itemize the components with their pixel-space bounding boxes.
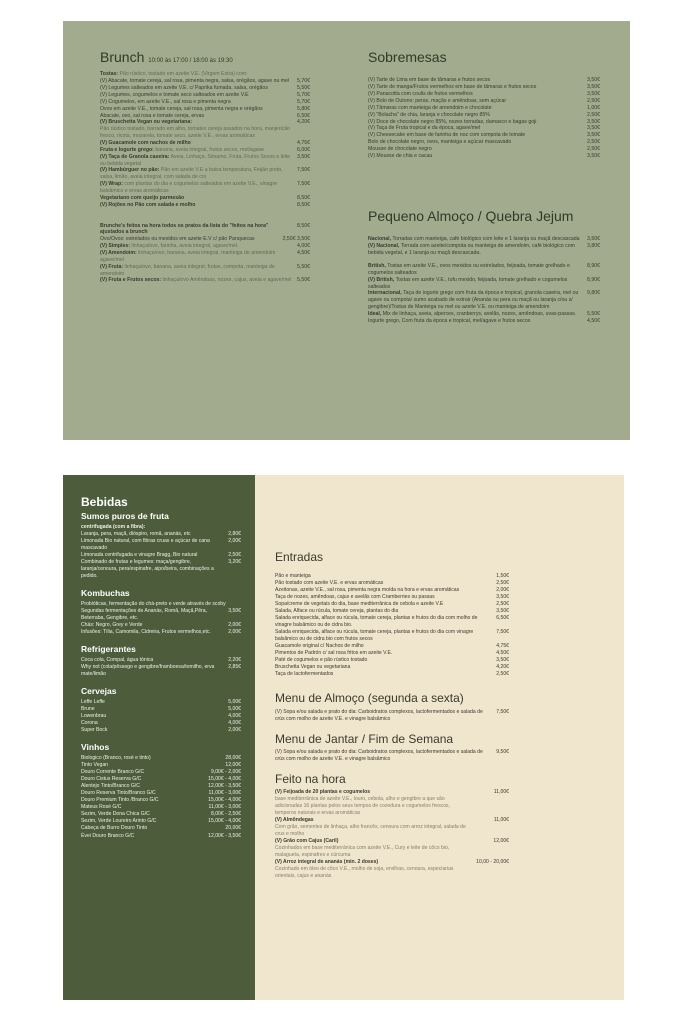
- menu-item: [368, 277, 600, 291]
- feito-list: [275, 789, 509, 880]
- item-price: 3,50€: [587, 118, 600, 125]
- item-price: 4,50€: [496, 650, 509, 657]
- item-text: Limonada centrifugada e vinagre Bragg, Bio natural: [81, 552, 198, 559]
- item-price: 3,50€: [496, 657, 509, 664]
- feito-item-name: (V) Grão com Cajus (Caril): [275, 838, 339, 845]
- item-price: 4,75€: [496, 643, 509, 650]
- menu-item: [368, 84, 600, 91]
- item-text: (V) Taça de Granola caseira: Aveia, Linhaça, Sésamo, Fruta, Frutos Secos e leite ou bebida vegetal: [100, 153, 291, 167]
- item-text: (V) Simples: linhaça/ovo, farinha, aveia integral, agave/mel.: [100, 243, 239, 250]
- item-text: Nacional, Torradas com manteiga, café biológico com leite e 1 laranja ou maçã descascada: [368, 236, 580, 243]
- item-price: 5,50€: [297, 85, 310, 92]
- item-text: Sezim, Verde Loureiro Arinto G/C: [81, 818, 157, 825]
- item-price: 6,50€: [297, 112, 310, 119]
- item-text: (V) Wrap: com plantas do dia e cogumelos salteados em azeite V.E., vinagre balsâmico e ervas aromáticas: [100, 181, 278, 194]
- item-price: 4,20€: [496, 664, 509, 671]
- feito-item-name: (V) Arroz integral de ananás (min. 2 doses): [275, 859, 379, 866]
- item-price: 3,20€: [228, 559, 241, 566]
- item-text: Segundas fermentações de Ananás, Romã, Maçã,Pêra, Beterraba, Gengibre, etc.: [81, 608, 208, 622]
- menu-item: [275, 573, 509, 580]
- feito-title: Feito na hora: [275, 771, 346, 786]
- almoco-item: [275, 709, 509, 723]
- sobremesas-title: Sobremesas: [368, 49, 447, 65]
- menu-item: [100, 85, 310, 92]
- item-price: 3,50€: [587, 77, 600, 84]
- item-price: 4,00€: [297, 243, 310, 250]
- item-price: 15,00€ - 4,00€: [208, 818, 241, 825]
- item-price: 2,20€: [228, 657, 241, 664]
- item-price: 1,50€: [496, 573, 509, 580]
- item-text: Paté de cogumelos e pão rústico tostado: [275, 657, 368, 664]
- item-text: (V) Nacional, Torrada com azeite/compota ou manteiga de amendoim, café biológico com bebida vegetal, e 1 laranja ou maçã descascada.: [368, 243, 575, 257]
- item-price: 3,50€: [228, 608, 241, 615]
- jantar-item: [275, 749, 509, 763]
- menu-item: [275, 580, 509, 587]
- item-text: Ovos em azeite V.E., tomate cereja, sal rosa, pimenta negra e orégãos: [100, 105, 263, 112]
- menu-item: [81, 825, 241, 832]
- menu-item: [81, 727, 241, 734]
- menu-item: [81, 797, 241, 804]
- item-price: 4,20€: [297, 119, 310, 126]
- brunch-list-2: [100, 223, 310, 285]
- item-price: 12,00€: [225, 762, 241, 769]
- menu-item: [81, 608, 241, 622]
- item-price: 3,50€: [587, 84, 600, 91]
- item-text: Why not (cola/pêssego e gengibre/framboesa/tomilho, erva mate/limão: [81, 664, 215, 678]
- item-text: Probióticas, fermentação do chá-preto e verde através de scoby: [81, 601, 226, 608]
- menu-item: [100, 119, 310, 126]
- item-price: 8,50€: [297, 222, 310, 229]
- menu-item: [100, 154, 310, 168]
- menu-item: [81, 699, 241, 706]
- item-text: Chás: Negro, Grey e Verde: [81, 622, 143, 629]
- item-price: 2,50€: [496, 671, 509, 678]
- almoco-text: (V) Sopa e/ou salada e prato do dia: Carboidratos complexos, lactofermentados e salada de crús com molho de azeite V.E. e vinagre balsâmico: [275, 708, 483, 722]
- menu-item: [81, 706, 241, 713]
- cervejas-title: Cervejas: [81, 686, 117, 697]
- menu-item: [81, 559, 241, 580]
- item-text: Salada enriquecida, alface ou rúcula, tomate cereja, plantas e frutos do dia com molho de vinagre balsâmico ou de cidra bio.: [275, 615, 478, 629]
- item-text: Guacamole original c/ Nachos de milho: [275, 643, 364, 650]
- item-price: 3,50€: [496, 594, 509, 601]
- item-price: 9,80€: [587, 290, 600, 297]
- item-price: 8,90€: [587, 276, 600, 283]
- item-price: 28,00€: [225, 755, 241, 762]
- item-price: 3,50€: [496, 608, 509, 615]
- brunch-list: [100, 71, 310, 208]
- menu-item: [275, 650, 509, 657]
- item-text: Taça de lactofermentados: [275, 671, 334, 678]
- bebidas-panel: [63, 475, 255, 1000]
- item-text: Vegetariano com queijo parmesão: [100, 194, 185, 201]
- item-text: (V) Taça de Fruta tropical e da época, agave/mel: [368, 125, 481, 132]
- item-price: 4,50€: [297, 250, 310, 257]
- feito-item-name: (V) Feijoada de 20 plantas e cogumelos: [275, 789, 371, 796]
- item-price: 5,70€: [297, 78, 310, 85]
- item-text: (V) Hambúrguer no pão: Pão em azeite V.E a baixa temperatura, Feijão preto, salsa, limão, aveia integral, com salada de cru: [100, 167, 283, 181]
- item-price: 12,00€ - 3,50€: [208, 783, 241, 790]
- menu-item: [368, 105, 600, 112]
- menu-item: [368, 243, 600, 257]
- item-text: (V) Doce de chocolate negro 85%, nozes torradas, damasco e bagas goji: [368, 118, 537, 125]
- item-price: 5,80€: [297, 105, 310, 112]
- menu-item: [275, 664, 509, 671]
- brunch-section: [100, 50, 310, 284]
- feito-item-price: 11,00€: [493, 817, 509, 824]
- item-text: (V) Tâmaras com manteiga de amendoim e chocolate: [368, 104, 492, 111]
- item-price: 2,00€: [228, 727, 241, 734]
- vinhos-title: Vinhos: [81, 742, 110, 753]
- menu-item: [100, 92, 310, 99]
- menu-item: [100, 243, 310, 250]
- item-price: 2,50€: [496, 601, 509, 608]
- item-price: 7,50€: [297, 167, 310, 174]
- item-text: (V) Abacate, tomate cereja, sal rosa, pimenta negra, salsa, orégãos, agave ou mel: [100, 78, 290, 85]
- menu-item: [81, 552, 241, 559]
- item-text: (V) Bolo de Outono: peras, maçãs e amêndoas, sem açúcar: [368, 97, 507, 104]
- item-price: 2,00€: [496, 587, 509, 594]
- item-text: Pão rústico tostado, barrado em alho, tomates cereja assados na hora, manjericão fresco, ricota, mozarela, tomate seco, azeite V.E., ervas aromáticas: [100, 126, 291, 140]
- menu-item: [275, 601, 509, 608]
- menu-item: [100, 277, 310, 284]
- item-text: (V) Rojões no Pão com salada e molho: [100, 201, 196, 208]
- menu-item: [368, 125, 600, 132]
- item-price: 2,00€: [228, 622, 241, 629]
- menu-item: [275, 608, 509, 615]
- kombuchas-list: [81, 601, 241, 636]
- sumos-list: [81, 531, 241, 580]
- item-text: British, Tostas em azeite V.E., ovos mexidos ou estrelados, feijoada, tomate grelhado e cogumelos salteados: [368, 262, 570, 276]
- item-price: 3,50€: [587, 125, 600, 132]
- menu-item: [275, 615, 509, 629]
- item-text: Corona: [81, 720, 98, 727]
- feito-item-description: Cozinhado em óleo de côco V.E., molho de soja, ervilhas, cenoura, especiarias orientais, cajus e ananás: [275, 866, 454, 880]
- item-text: Coca cola, Compal, água tónica: [81, 657, 154, 664]
- menu-item: [100, 78, 310, 85]
- item-text: (V) Bruschetta Vegan ou vegetariana:: [100, 119, 192, 126]
- menu-item: [275, 594, 509, 601]
- item-text: Mateus Rosé G/C: [81, 804, 122, 811]
- feito-item-price: 10,00 - 20,00€: [476, 859, 509, 866]
- item-text: (V) Mousse de chia e cacau: [368, 152, 433, 159]
- brunch-dessert-panel: [63, 21, 630, 440]
- feito-item-price: 11,00€: [493, 789, 509, 796]
- item-price: 2,50€: [587, 97, 600, 104]
- item-price: 4,50€: [587, 317, 600, 324]
- menu-item: [368, 146, 600, 153]
- pequeno-title: Pequeno Almoço / Quebra Jejum: [368, 208, 574, 224]
- sumos-subtitle: centrifugada (com a fibra):: [81, 524, 146, 530]
- main-menu-panel: [255, 475, 624, 1000]
- item-price: 12,00€ - 3,50€: [208, 832, 241, 839]
- pequeno-list: [368, 236, 600, 324]
- item-text: (V) British, Tostas em azeite V.E., tofu mexido, feijoada, tomate grelhado e cogumelos salteados: [368, 276, 568, 290]
- menu-item: [368, 91, 600, 98]
- menu-item: [100, 99, 310, 106]
- item-text: (V) Cogumelos, em azeite V.E., sal rosa e pimenta negra: [100, 98, 231, 105]
- item-price: 5,70€: [297, 98, 310, 105]
- menu-item: [100, 140, 310, 147]
- item-text: (V) Amendoim: linhaça/ovo, banana, aveia integral, manteiga de amendoim agave/mel: [100, 250, 276, 263]
- item-text: (V) "Bolacha" de chia, laranja e chocolate negro 85%: [368, 111, 490, 118]
- item-text: Taça de nozes, amêndoas, cajus e avelãs com Cramberries ou passas: [275, 594, 435, 601]
- item-price: 5,50€: [587, 310, 600, 317]
- item-price: 7,50€: [496, 629, 509, 636]
- item-text: Bruschetta Vegan ou vegetariana: [275, 664, 351, 671]
- menu-item: [275, 629, 509, 643]
- item-text: Évei Douro Branco G/C: [81, 832, 135, 839]
- item-text: Tinto Vegan: [81, 762, 108, 769]
- menu-item: [368, 98, 600, 105]
- item-price: 9,00€ - 2,00€: [210, 769, 241, 776]
- item-text: Tostas: Pão rústico, tostado em azeite V.E. (Virgem Extra) com:: [100, 71, 248, 78]
- item-price: 2,50€: [587, 111, 600, 118]
- menu-item: [368, 119, 600, 126]
- item-text: Sezim, Verde Dona Chica G/C: [81, 811, 150, 818]
- item-text: (V) Tarte de manga/Frutos vermelhos em base de tâmaras e frutos secos: [368, 84, 537, 91]
- item-price: 7,50€: [297, 181, 310, 188]
- bebidas-section: [81, 495, 241, 840]
- item-price: 2,50€: [228, 552, 241, 559]
- feito-item: [275, 817, 509, 824]
- item-text: Leffe Leffe: [81, 699, 105, 706]
- menu-item: [368, 132, 600, 139]
- menu-item: [368, 236, 600, 243]
- item-text: (V) Guacamole com nachos de milho: [100, 139, 191, 146]
- item-price: 4,00€: [228, 720, 241, 727]
- item-price: 11,00€ - 3,00€: [208, 790, 241, 797]
- menu-item: [368, 77, 600, 84]
- item-price: 2,50€: [587, 139, 600, 146]
- item-text: Ovo/Ovos: estrelados ou mexidos em azeite E.V c/ pão Panquecas: [100, 236, 255, 243]
- refrigerantes-list: [81, 657, 241, 678]
- item-price: 3,50€: [297, 153, 310, 160]
- item-text: Brune: [81, 706, 95, 713]
- menu-item: [81, 811, 241, 818]
- item-text: Abacate, ovo, sal rosa e tomate cereja, ervas: [100, 112, 205, 119]
- jantar-title: Menu de Jantar / Fim de Semana: [275, 731, 454, 746]
- item-price: 5,70€: [297, 91, 310, 98]
- item-price: 15,00€ - 4,00€: [208, 776, 241, 783]
- item-price: 2,50€: [587, 145, 600, 152]
- feito-item-description: base mediterrânica de azeite V.E., louro, cebola, alho e gengibre a que são adicionadas 16 plantas pelos seus tempos de cozedura e cogumelos frescos, temperos naturais e ervas aromáticas: [275, 796, 450, 817]
- item-price: 2,85€: [228, 664, 241, 671]
- item-text: Douro Reserva Tinto/Branco G/C: [81, 790, 156, 797]
- item-text: Iogurte grego, Com fruta da época e tropical, mel/agave e frutos secos: [368, 317, 531, 324]
- item-price: 8,50€: [297, 194, 310, 201]
- menu-item: [368, 318, 600, 325]
- brunch-title: Brunch 10:00 às 17:00 / 18:00 às 19:30: [100, 49, 233, 65]
- entradas-title: Entradas: [275, 550, 324, 564]
- feito-item-price: 12,00€: [493, 838, 509, 845]
- item-price: 6,00€: [297, 146, 310, 153]
- menu-item: [81, 664, 241, 678]
- menu-item: [368, 139, 600, 146]
- item-text: Lowenbrau: [81, 713, 107, 720]
- entradas-list: [275, 573, 509, 678]
- menu-item: [81, 818, 241, 825]
- item-price: 2,50€: [496, 580, 509, 587]
- feito-item: [275, 789, 509, 796]
- item-text: Azeitonas, azeite V.E., sal rosa, pimenta negra moída na hora e ervas aromáticas: [275, 587, 460, 594]
- menu-item: [81, 790, 241, 797]
- item-text: (V) Legumes salteados em azeite V.E. c/ Paprika fumada, salsa, orégãos: [100, 85, 268, 92]
- menu-item: [100, 250, 310, 264]
- feito-item: [275, 838, 509, 845]
- item-price: 8,00€ - 2,50€: [210, 811, 241, 818]
- menu-item: [81, 601, 241, 608]
- menu-item: [368, 263, 600, 277]
- item-text: Bolo de chocolate negro, ovos, manteiga e açúcar mascavado: [368, 139, 512, 146]
- sumos-title: Sumos puros de fruta: [81, 511, 169, 521]
- item-price: 1,00€: [587, 104, 600, 111]
- menu-item: [100, 223, 310, 237]
- menu-item: [275, 671, 509, 678]
- item-price: 3,50€: [587, 236, 600, 243]
- menu-item: [368, 290, 600, 311]
- item-price: 5,00€: [228, 706, 241, 713]
- entradas-section: [275, 551, 509, 880]
- menu-item: [275, 587, 509, 594]
- menu-item: [368, 311, 600, 318]
- item-text: Super Bock: [81, 727, 108, 734]
- item-text: Fruta e Iogurte grego: banana, aveia integral, frutos secos, mel/agave: [100, 146, 265, 153]
- item-text: Alentejo Tinto/Branco G/C: [81, 783, 140, 790]
- menu-item: [368, 112, 600, 119]
- pequeno-section: [368, 209, 600, 325]
- menu-item: [81, 755, 241, 762]
- almoco-title: Menu de Almoço (segunda a sexta): [275, 691, 464, 706]
- item-text: (V) Tarte de Lima em base de tâmaras e frutos secos: [368, 77, 491, 84]
- menu-item: [81, 783, 241, 790]
- menu-item: [81, 776, 241, 783]
- item-text: Brunche's feitos na hora todos os pratos da lista do "feitos na hora" ajustados a brunch: [100, 222, 269, 236]
- item-price: 3,50€: [587, 91, 600, 98]
- menu-item: [81, 622, 241, 629]
- vinhos-list: [81, 755, 241, 839]
- menu-item: [100, 106, 310, 113]
- menu-item: [100, 181, 310, 195]
- item-price: 3,50€: [587, 132, 600, 139]
- item-text: Douro Cistus Reserva G/C: [81, 776, 142, 783]
- item-text: (V) Cheesecake em base de farinha de noz com compota de tomate: [368, 132, 526, 139]
- feito-item: [275, 859, 509, 866]
- feito-item-description: Com grão, sementes de linhaça, alho francês, cenoura com arroz integral, salada de crus e molho: [275, 824, 466, 838]
- jantar-price: 9,50€: [496, 748, 509, 755]
- item-text: Limonada Bio natural, com fibras cruas e açúcar de cana mascavado: [81, 538, 210, 552]
- item-text: Ideal, Mix de linhaça, aveia, alperces, cranberrys, avelãs, nozes, amêndoas, uvas-passas.: [368, 310, 577, 317]
- menu-item: [100, 202, 310, 209]
- item-price: 5,50€: [297, 263, 310, 270]
- menu-item: [100, 167, 310, 181]
- item-text: Pão tostado com azeite V.E. e ervas aromáticas: [275, 580, 384, 587]
- menu-item: [100, 195, 310, 202]
- item-text: Douro Premium Tinto /Branco G/C: [81, 797, 159, 804]
- item-text: Pão e manteiga: [275, 573, 311, 580]
- feito-item-name: (V) Almôndegas: [275, 817, 314, 824]
- item-price: 2,50€ 3,50€: [282, 236, 310, 243]
- item-text: (V) Fruta: linhaça/ovo, banana, aveia integral, frutas, compota, manteiga de amendoim: [100, 263, 275, 277]
- item-price: 3,80€: [587, 243, 600, 250]
- cervejas-list: [81, 699, 241, 734]
- item-price: 11,00€ - 3,00€: [208, 804, 241, 811]
- item-price: 5,00€: [228, 699, 241, 706]
- feito-item-description: Cozinhados em base mediterrânica com azeite V.E., Cury e leite de côco bio, malagueta, espinafres e cúrcuma: [275, 845, 450, 859]
- item-text: (V) Fruta e Frutos secos: linhaça/ovo Amêndoas, nozes, cajus, aveia e agave/mel: [100, 277, 292, 284]
- item-text: (V) Legumes, cogumelos e tomate seco salteados em azeite V.E: [100, 91, 249, 98]
- item-text: Infusões: Tília, Camomila, Cidreira, Frutos vermelhos,etc.: [81, 629, 211, 636]
- item-text: Douro Corrente Branco G/C: [81, 769, 145, 776]
- refrigerantes-title: Refrigerantes: [81, 644, 136, 655]
- menu-item: [81, 531, 241, 538]
- menu-item: [81, 833, 241, 840]
- item-price: 15,00€ - 4,00€: [208, 797, 241, 804]
- item-text: Salada, Alface ou rúcula, tomate cereja, plantas do dia: [275, 608, 399, 615]
- almoco-price: 7,50€: [496, 708, 509, 715]
- item-price: 4,00€: [228, 713, 241, 720]
- item-price: 2,80€: [228, 531, 241, 538]
- menu-item: [100, 147, 310, 154]
- item-price: 6,50€: [496, 615, 509, 622]
- jantar-text: (V) Sopa e/ou salada e prato do dia: Carboidratos complexos, lactofermentados e salada de crús com molho de azeite V.E. e vinagre balsâmico: [275, 748, 483, 762]
- menu-item: [275, 643, 509, 650]
- item-price: 2,00€: [228, 538, 241, 545]
- menu-item: [81, 720, 241, 727]
- menu-item: [100, 113, 310, 120]
- item-price: 4,75€: [297, 139, 310, 146]
- kombuchas-title: Kombuchas: [81, 588, 130, 599]
- menu-item: [81, 629, 241, 636]
- menu-item: [100, 264, 310, 278]
- item-price: 5,50€: [297, 277, 310, 284]
- item-price: 20,00€: [225, 825, 241, 832]
- brunch-hours: 10:00 às 17:00 / 18:00 às 19:30: [148, 58, 233, 64]
- item-text: Internacional, Taça de iogurte grego com fruta da época e tropical, granola caseira, mel ou agave ou compota/ sumo acabado de extrair (Ananás ou pera ou maçã ou laranja c/ou s/ gengibre)/Tostas de Manteiga ou mel ou azeite V.E. ou manteiga de amendoim: [368, 290, 579, 311]
- item-text: Sopa/creme de vegetais do dia, base mediterrânica de cebola e azeite V.E: [275, 601, 444, 608]
- item-text: Biologico (Branco, rosé e tinto): [81, 755, 151, 762]
- menu-item: [100, 71, 310, 78]
- item-text: Cabeça de Burro Douro Tinto: [81, 825, 148, 832]
- item-price: 8,90€: [587, 262, 600, 269]
- item-price: 2,00€: [228, 629, 241, 636]
- menu-item: [100, 126, 310, 140]
- item-price: 8,50€: [297, 201, 310, 208]
- menu-item: [368, 153, 600, 160]
- sobremesas-list: [368, 77, 600, 159]
- item-text: Salada enriquecida, alface ou rúcula, tomate cereja, plantas e frutos do dia com vinagre balsâmico ou de cidra bio com frutos secos: [275, 629, 474, 643]
- item-text: Combinado de frutas e legumes: maça/gengibre, laranja/cenoura, pera/espinafre, aipo/beira, combinações a pedido.: [81, 559, 214, 580]
- item-text: (V) Panacotta com coulis de frutos vermelhos: [368, 91, 473, 98]
- item-text: Mousse de chocolate negro: [368, 145, 432, 152]
- item-text: Laranja, pera, maçã, dióspiro, romã, ananás, etc: [81, 531, 191, 538]
- menu-item: [275, 657, 509, 664]
- item-text: Pimentos de Padrón c/ sal rosa fritos em azeite V.E.: [275, 650, 393, 657]
- sobremesas-section: [368, 50, 600, 160]
- menu-item: [81, 657, 241, 664]
- menu-item: [81, 769, 241, 776]
- menu-item: [81, 713, 241, 720]
- item-price: 3,50€: [587, 152, 600, 159]
- menu-item: [81, 538, 241, 552]
- menu-item: [81, 762, 241, 769]
- bebidas-title: Bebidas: [81, 495, 128, 509]
- menu-item: [81, 804, 241, 811]
